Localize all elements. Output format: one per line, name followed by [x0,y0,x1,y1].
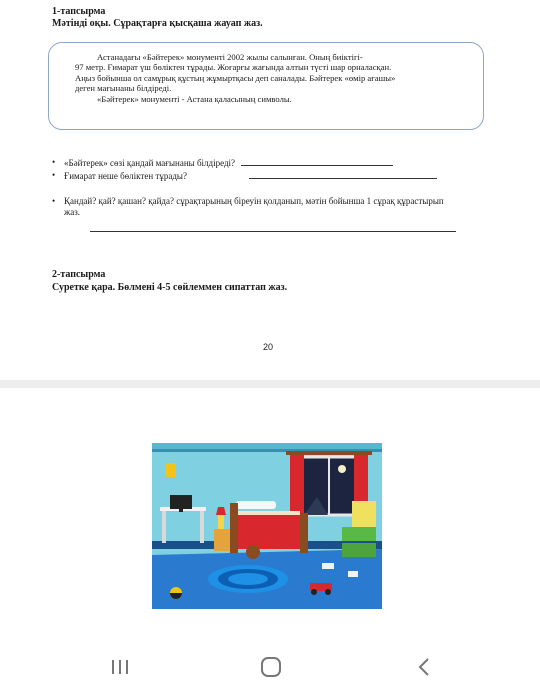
bullet-icon: • [52,170,56,180]
task2-instruction: Суретке қара. Бөлмені 4-5 сөйлеммен сипаттап жаз. [52,282,288,293]
question-3 [52,196,458,218]
question-text: «Бәйтерек» сөзі қандай мағынаны білдіреді? [64,158,236,168]
home-icon [260,656,282,678]
page-separator [0,380,540,388]
answer-line[interactable] [249,170,437,179]
task2-title: 2-тапсырма [52,269,106,280]
text-line: Астанадағы «Бәйтерек» монументі 2002 жылы салынған. Оның биіктігі- [97,52,363,62]
question-text: Ғимарат неше бөліктен тұрады? [64,171,187,181]
bullet-icon: • [52,157,56,167]
recent-apps-icon [109,658,131,676]
task1-instruction: Мәтінді оқы. Сұрақтарға қысқаша жауап жаз. [52,18,263,29]
text-line: деген мағынаны білдіреді. [75,83,172,94]
page-number: 20 [263,342,274,352]
question-text: Қандай? қай? қашан? қайда? сұрақтарының біреуін қолданып, мәтін бойынша 1 сұрақ құрастырып жаз. [64,196,444,217]
android-navigation-bar [0,636,540,697]
reading-text-box [48,42,484,130]
question-2 [52,170,437,182]
home-button[interactable] [251,654,291,680]
answer-line[interactable] [241,157,393,166]
recent-apps-button[interactable] [100,654,140,680]
back-icon [416,657,432,677]
bedroom-illustration [152,443,382,609]
answer-line[interactable] [90,231,456,232]
bullet-icon: • [52,196,56,206]
question-1 [52,157,393,169]
text-line: «Бәйтерек» монументі - Астана қаласының символы. [97,93,292,104]
back-button[interactable] [404,654,444,680]
task1-title: 1-тапсырма [52,6,106,17]
text-line: Аңыз бойынша ол самұрық құстың жұмыртқасы деп саналады. Бәйтерек «өмір ағашы» [75,72,396,83]
text-line: 97 метр. Ғимарат үш бөліктен тұрады. Жоғарғы жағында алтын түсті шар орналасқан. [75,62,392,73]
